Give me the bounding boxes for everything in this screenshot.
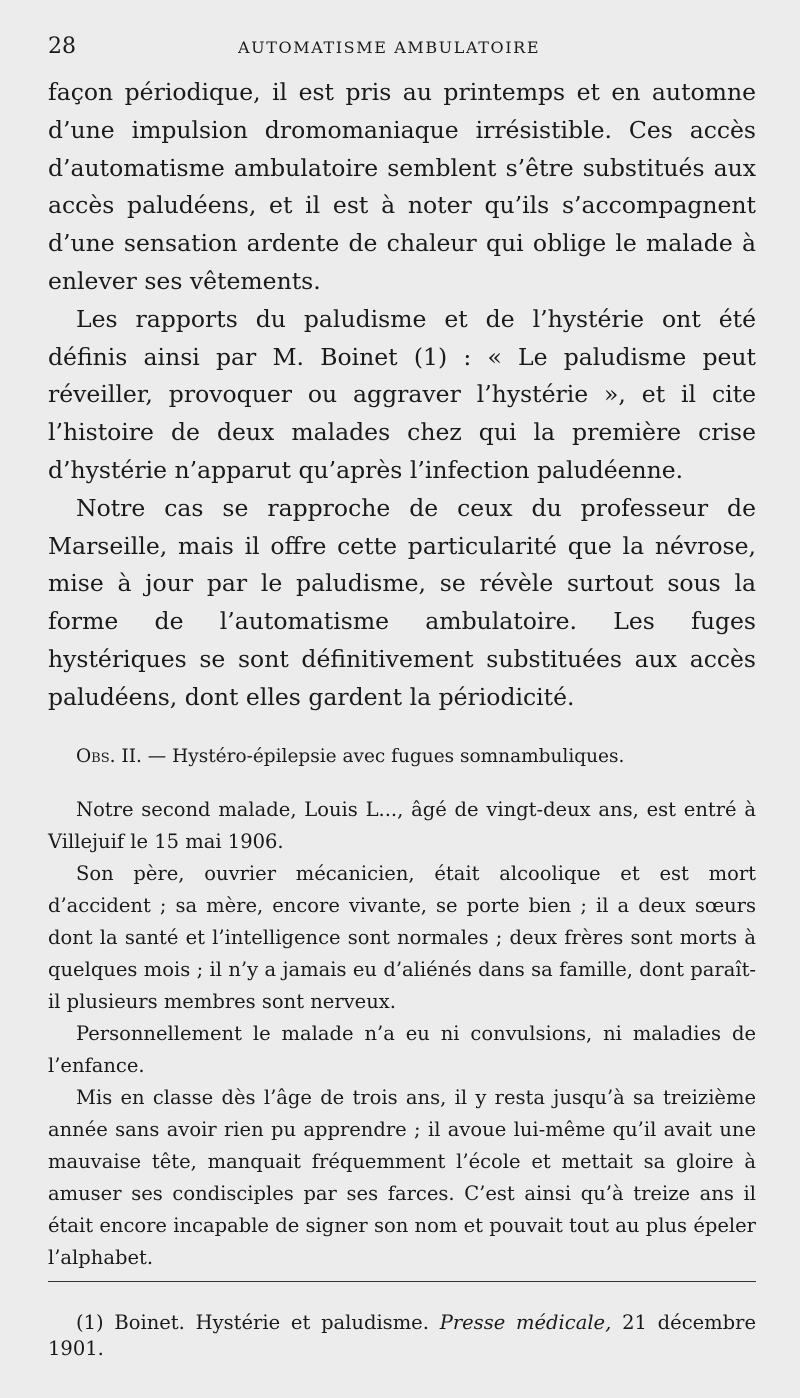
running-head <box>48 34 760 68</box>
footnote-journal: Presse médicale, <box>439 1311 612 1334</box>
footnote-citation: (1) Boinet. Hystérie et paludisme. <box>76 1311 440 1334</box>
observation-paragraph: Notre second malade, Louis L..., âgé de vingt-deux ans, est entré à Villejuif le 15 mai 1906. <box>48 798 756 853</box>
running-title: AUTOMATISME AMBULATOIRE <box>238 38 541 57</box>
paragraph: façon périodique, il est pris au printemps et en automne d’une impulsion dromomaniaque irrésistible. Ces accès d’automatisme ambulatoire semblent s’être substitués aux accès paludéens, et il est à noter qu’ils s’accompagnent d’une sensation ardente de chaleur qui oblige le malade à enlever ses vêtements. <box>48 78 756 295</box>
observation-text <box>48 794 756 1274</box>
footnote-separator <box>48 1281 756 1282</box>
paragraph: Notre cas se rapproche de ceux du professeur de Marseille, mais il offre cette particularité que la névrose, mise à jour par le paludisme, se révèle surtout sous la forme de l’automatisme ambulatoire. Les fuges hystériques se sont définitivement substituées aux accès paludéens, dont elles gardent la périodicité. <box>48 493 756 711</box>
observation-label: Obs. II. <box>76 746 142 767</box>
page-number: 28 <box>48 34 76 59</box>
observation-title: — Hystéro-épilepsie avec fugues somnambuliques. <box>141 746 625 767</box>
footnote <box>48 1310 756 1362</box>
paragraph: Les rapports du paludisme et de l’hystérie ont été définis ainsi par M. Boinet (1) : « Le paludisme peut réveiller, provoquer ou aggraver l’hystérie », et il cite l’histoire de deux malades chez qui la première crise d’hystérie n’apparut qu’après l’infection paludéenne. <box>48 304 756 484</box>
footnote-text <box>48 1310 756 1362</box>
observation-paragraph: Mis en classe dès l’âge de trois ans, il y resta jusqu’à sa treizième année sans avoir rien pu apprendre ; il avoue lui-même qu’il avait une mauvaise tête, manquait fréquemment l’école et mettait sa gloire à amuser ses condisciples par ses farces. C’est ainsi qu’à treize ans il était encore incapable de signer son nom et pouvait tout au plus épeler l’alphabet. <box>48 1086 756 1269</box>
observation-paragraph: Son père, ouvrier mécanicien, était alcoolique et est mort d’accident ; sa mère, encore vivante, se porte bien ; il a deux sœurs dont la santé et l’intelligence sont normales ; deux frères sont morts à quelques mois ; il n’y a jamais eu d’aliénés dans sa famille, dont paraît-il plusieurs membres sont nerveux. <box>48 862 756 1013</box>
main-text <box>48 74 756 717</box>
observation-paragraph: Personnellement le malade n’a eu ni convulsions, ni maladies de l’enfance. <box>48 1022 756 1077</box>
observation-heading <box>76 744 756 770</box>
footnote-date: 21 décembre 1901. <box>48 1311 756 1360</box>
